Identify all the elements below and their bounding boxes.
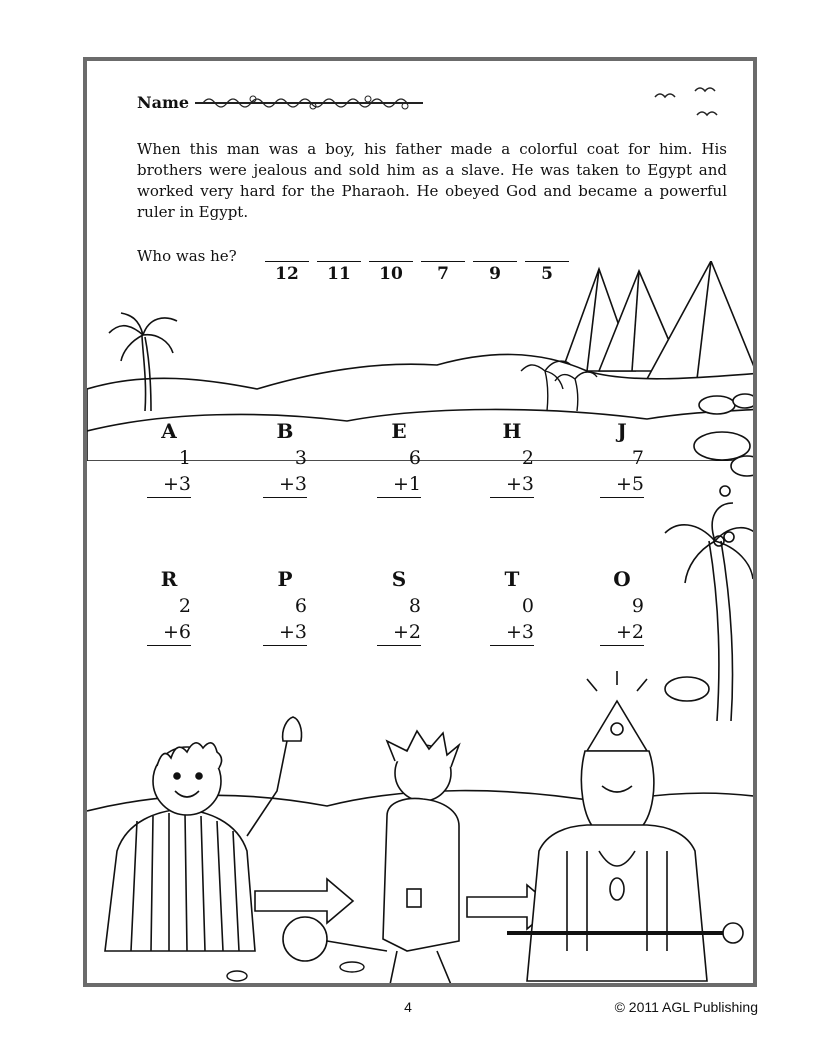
problem-first-number: 0 bbox=[521, 595, 534, 617]
problem-second-number: +3 bbox=[147, 471, 191, 498]
story-paragraph: When this man was a boy, his father made a colorful coat for him. His brothers were jealous and sold him as a slave. He was taken to Egypt and worked very hard for the Pharaoh. He obeyed God and became a powerful ruler in Egypt. bbox=[137, 140, 727, 221]
problem-letter: T bbox=[504, 567, 520, 591]
problem-first-number: 8 bbox=[408, 595, 421, 617]
problem-letter: A bbox=[161, 419, 177, 443]
problem-first-number: 2 bbox=[178, 595, 191, 617]
joseph-coat-figure bbox=[105, 717, 302, 951]
problem-letter: R bbox=[160, 567, 178, 591]
page-number: 4 bbox=[404, 999, 412, 1015]
name-row bbox=[137, 91, 425, 113]
slave-figure bbox=[283, 731, 459, 987]
problem-second-number: +1 bbox=[377, 471, 421, 498]
problem-h bbox=[472, 419, 552, 498]
answer-blank[interactable]: 7 bbox=[421, 261, 465, 284]
answer-blank[interactable]: 9 bbox=[473, 261, 517, 284]
problem-second-number: +3 bbox=[490, 471, 534, 498]
problem-second-number: +2 bbox=[377, 619, 421, 646]
copyright: © 2011 AGL Publishing bbox=[614, 999, 758, 1015]
problem-letter: P bbox=[277, 567, 293, 591]
problem-letter: E bbox=[391, 419, 407, 443]
problem-e bbox=[359, 419, 439, 498]
problem-second-number: +5 bbox=[600, 471, 644, 498]
problem-first-number: 9 bbox=[631, 595, 644, 617]
question-label: Who was he? bbox=[137, 247, 237, 265]
problem-letter: B bbox=[276, 419, 294, 443]
answer-blank[interactable]: 5 bbox=[525, 261, 569, 284]
pyramid-icon bbox=[562, 261, 757, 379]
birds-icon bbox=[653, 83, 723, 123]
worksheet-frame bbox=[83, 57, 757, 987]
problem-second-number: +6 bbox=[147, 619, 191, 646]
answer-blank[interactable]: 12 bbox=[265, 261, 309, 284]
problem-first-number: 7 bbox=[631, 447, 644, 469]
name-label: Name bbox=[137, 92, 190, 112]
problem-first-number: 2 bbox=[521, 447, 534, 469]
problem-letter: J bbox=[617, 419, 627, 443]
vine-line-icon bbox=[193, 91, 425, 113]
problem-letter: H bbox=[502, 419, 522, 443]
ruler-figure bbox=[507, 671, 743, 981]
answer-blank[interactable]: 10 bbox=[369, 261, 413, 284]
problem-b bbox=[245, 419, 325, 498]
problem-second-number: +2 bbox=[600, 619, 644, 646]
problem-letter: O bbox=[613, 567, 631, 591]
answer-blank[interactable]: 11 bbox=[317, 261, 361, 284]
problem-a bbox=[129, 419, 209, 498]
problem-first-number: 6 bbox=[408, 447, 421, 469]
problem-second-number: +3 bbox=[490, 619, 534, 646]
joseph-story-illustration bbox=[87, 621, 757, 987]
problem-first-number: 3 bbox=[294, 447, 307, 469]
problem-letter: S bbox=[391, 567, 407, 591]
problem-second-number: +3 bbox=[263, 619, 307, 646]
problem-first-number: 1 bbox=[178, 447, 191, 469]
problem-first-number: 6 bbox=[294, 595, 307, 617]
problem-second-number: +3 bbox=[263, 471, 307, 498]
